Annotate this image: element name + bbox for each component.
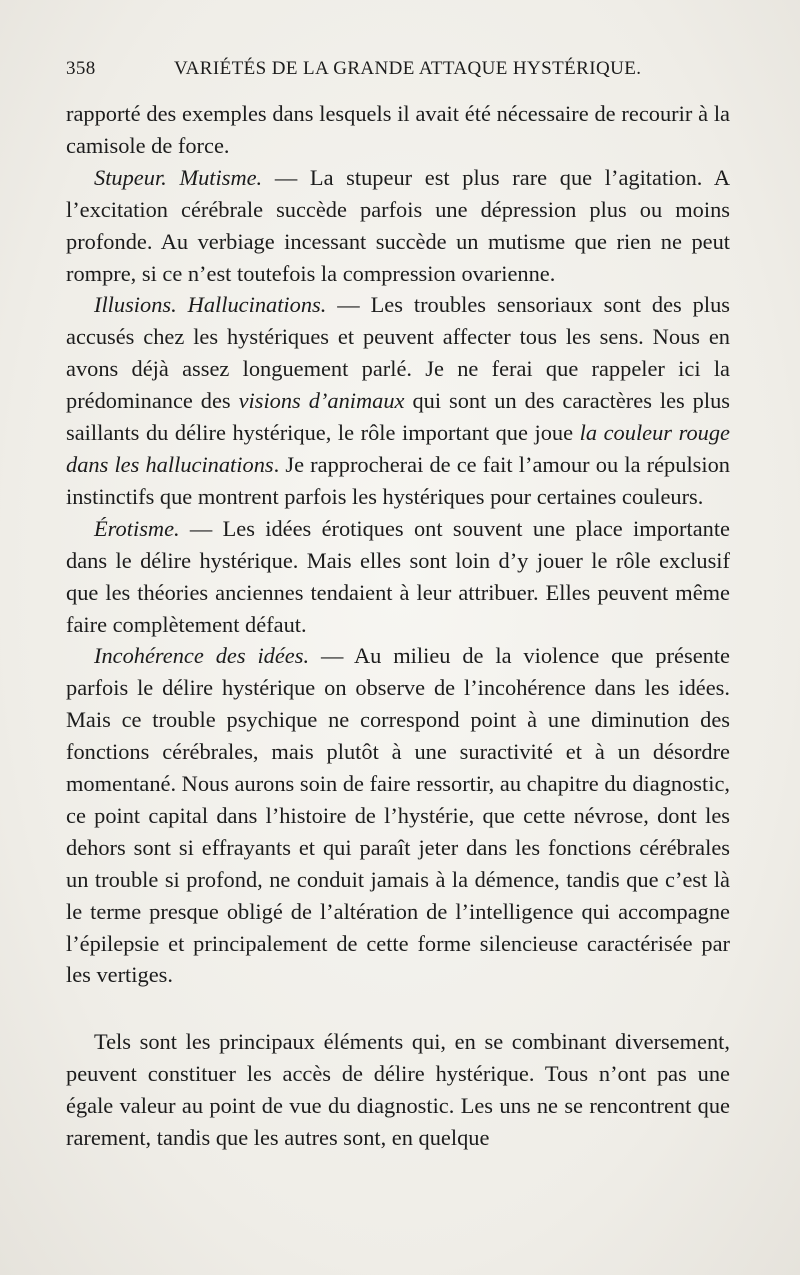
emphasis-couleur-rouge: la couleur rouge dans les hallucinations — [66, 420, 730, 477]
section-lead-illusions: Illusions. Hallucinations. — [94, 292, 327, 318]
paragraph-text: — Les idées érotiques ont souvent une place importante dans le délire hystérique. Mais elles sont loin d’y jouer le rôle exclusif que les théories anciennes tendaient à leur attribuer. Elles peuvent même faire complètement défaut. — [66, 515, 730, 637]
section-lead-incoherence: Incohérence des idées. — [94, 643, 310, 669]
paragraph-text: Tels sont les principaux éléments qui, en se combinant diversement, peuvent constituer les accès de délire hystérique. Tous n’ont pas une égale valeur au point de vue du diagnostic. Les uns ne se rencontrent que rarement, tandis que les autres sont, en quelque — [66, 1029, 730, 1151]
page-number: 358 — [66, 58, 96, 79]
paragraph-incoherence — [66, 640, 730, 991]
paragraph-text: qui sont un des caractères les plus saillants du délire hystérique, le rôle important que joue — [66, 388, 731, 446]
running-title: VARIÉTÉS DE LA GRANDE ATTAQUE HYSTÉRIQUE. — [174, 58, 642, 79]
paragraph-stupeur — [66, 162, 730, 290]
body-text — [66, 98, 730, 1154]
section-lead-erotisme: Érotisme. — [94, 515, 180, 541]
paragraph-illusions — [66, 289, 730, 512]
paragraph-text: — Au milieu de la violence que présente parfois le délire hystérique on observe de l’incohérence dans les idées. Mais ce trouble psychique ne correspond point à une diminution des fonctions cérébrales, mais plutôt à une suractivité et à un désordre momentané. Nous aurons soin de faire ressortir, au chapitre du diagnostic, ce point capital dans l’histoire de l’hystérie, que cette névrose, dont les dehors sont si effrayants et qui paraît jeter dans les fonctions cérébrales un trouble si profond, ne conduit jamais à la démence, tandis que c’est là le terme presque obligé de l’altération de l’intelligence qui accompagne l’épilepsie et principalement de cette forme silencieuse caractérisée par les vertiges. — [66, 643, 730, 988]
paragraph-continuation — [66, 98, 730, 162]
section-lead-stupeur: Stupeur. Mutisme. — [94, 164, 263, 190]
paragraph-text: — La stupeur est plus rare que l’agitation. A l’excitation cérébrale succède parfois une dépression plus ou moins profonde. Au verbiage incessant succède un mutisme que rien ne peut rompre, si ce n’est toutefois la compression ovarienne. — [66, 164, 730, 286]
paragraph-text: rapporté des exemples dans lesquels il avait été nécessaire de recourir à la camisole de force. — [66, 101, 730, 158]
paragraph-text: . Je rapprocherai de ce fait l’amour ou la répulsion instinctifs que montrent parfois les hystériques pour certaines couleurs. — [66, 451, 730, 509]
paragraph-erotisme — [66, 513, 730, 641]
emphasis-visions: visions d’animaux — [238, 388, 405, 414]
paragraph-conclusion — [66, 1026, 730, 1154]
paragraph-text: — Les troubles sensoriaux sont des plus accusés chez les hystériques et peuvent affecter tous les sens. Nous en avons déjà assez longuement parlé. Je ne ferai que rappeler ici la prédominance des — [66, 292, 730, 414]
